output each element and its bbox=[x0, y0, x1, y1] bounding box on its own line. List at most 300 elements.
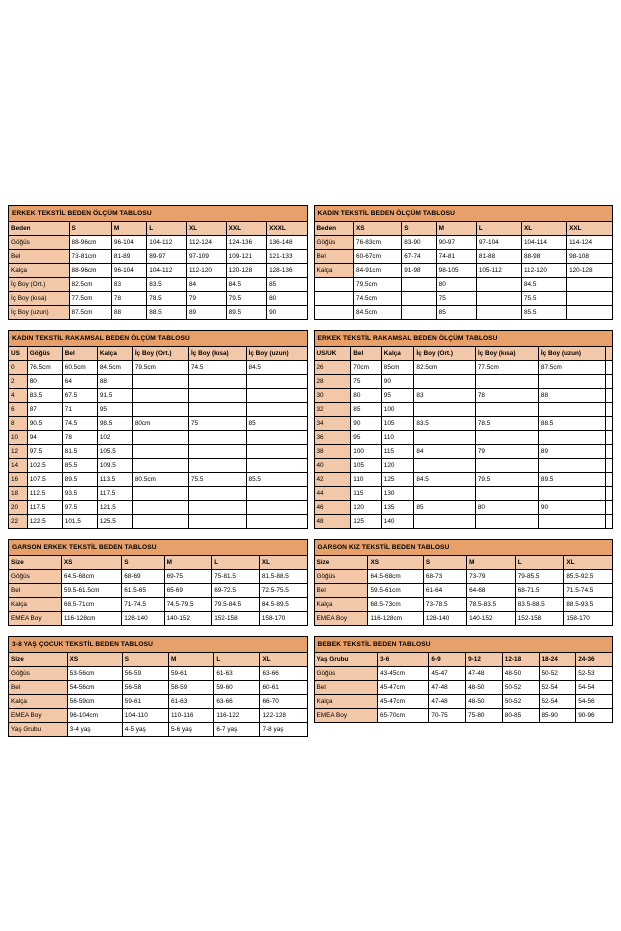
cell: 83.5 bbox=[147, 278, 187, 292]
cell: 78.5-83.5 bbox=[467, 598, 516, 612]
row-label: Bel bbox=[314, 681, 378, 695]
table-title-row bbox=[314, 331, 613, 347]
cell: 68-69 bbox=[122, 570, 164, 584]
cell bbox=[605, 361, 612, 375]
table-row bbox=[9, 598, 308, 612]
cell: 112-124 bbox=[186, 236, 226, 250]
cell: 84.5 bbox=[414, 473, 475, 487]
cell: 81-88 bbox=[476, 250, 521, 264]
tables-stack bbox=[8, 205, 613, 747]
col-header bbox=[605, 347, 612, 361]
cell: 104-112 bbox=[147, 264, 187, 278]
row-label: EMEA Boy bbox=[9, 612, 62, 626]
col-header: Yaş Grubu bbox=[314, 653, 378, 667]
cell: 74.5cm bbox=[354, 292, 402, 306]
cell: 84.5 bbox=[521, 278, 566, 292]
cell: 89.5 bbox=[538, 473, 605, 487]
cell: 48-50 bbox=[466, 681, 503, 695]
row-label: EMEA Boy bbox=[314, 709, 378, 723]
cell: 68-71.5 bbox=[515, 584, 564, 598]
table-title-row bbox=[9, 540, 308, 556]
table-header-row bbox=[9, 653, 308, 667]
cell: 93.5 bbox=[62, 487, 97, 501]
row-label: Bel bbox=[9, 584, 62, 598]
cell bbox=[132, 375, 188, 389]
cell: 45-47cm bbox=[378, 695, 429, 709]
row-label: 42 bbox=[314, 473, 351, 487]
col-header: M bbox=[168, 653, 213, 667]
cell bbox=[538, 431, 605, 445]
cell: 3-4 yaş bbox=[67, 723, 122, 737]
cell: 88 bbox=[111, 306, 146, 320]
cell: 54-54 bbox=[576, 681, 613, 695]
cell: 83.5-88.5 bbox=[515, 598, 564, 612]
cell bbox=[538, 515, 605, 529]
row-label: Kalça bbox=[314, 264, 354, 278]
cell: 84.5cm bbox=[354, 306, 402, 320]
cell bbox=[414, 487, 475, 501]
col-header: XL bbox=[521, 222, 566, 236]
cell bbox=[475, 515, 538, 529]
col-header: XL bbox=[564, 556, 613, 570]
row-label: İç Boy (Ort.) bbox=[9, 278, 70, 292]
cell: 5-6 yaş bbox=[168, 723, 213, 737]
cell: 107.5 bbox=[27, 473, 62, 487]
cell: 116-128cm bbox=[61, 612, 121, 626]
cell bbox=[188, 515, 246, 529]
cell bbox=[605, 389, 612, 403]
cell: 69-75 bbox=[164, 570, 212, 584]
col-header: Beden bbox=[9, 222, 70, 236]
cell: 67-74 bbox=[402, 250, 436, 264]
cell: 80 bbox=[267, 292, 307, 306]
cell: 85.5 bbox=[521, 306, 566, 320]
row-label: Bel bbox=[314, 584, 368, 598]
cell bbox=[567, 292, 613, 306]
cell: 70-75 bbox=[429, 709, 466, 723]
cell: 90.5 bbox=[27, 417, 62, 431]
cell: 48-50 bbox=[502, 667, 539, 681]
cell: 75-80 bbox=[466, 709, 503, 723]
cell bbox=[414, 431, 475, 445]
table-row bbox=[9, 431, 308, 445]
cell: 152-158 bbox=[515, 612, 564, 626]
cell bbox=[538, 487, 605, 501]
cell: 47-48 bbox=[429, 681, 466, 695]
cell bbox=[188, 445, 246, 459]
cell: 78.5 bbox=[475, 417, 538, 431]
col-header: XL bbox=[259, 556, 307, 570]
col-header: İç Boy (Ort.) bbox=[132, 347, 188, 361]
cell bbox=[132, 431, 188, 445]
cell: 96-104 bbox=[111, 236, 146, 250]
cell: 88 bbox=[97, 375, 132, 389]
cell: 88-98 bbox=[521, 250, 566, 264]
col-header: 6-9 bbox=[429, 653, 466, 667]
cell: 75 bbox=[351, 375, 382, 389]
cell: 85.5 bbox=[62, 459, 97, 473]
cell: 64 bbox=[62, 375, 97, 389]
cell: 78 bbox=[62, 431, 97, 445]
cell bbox=[132, 487, 188, 501]
cell: 72.5-75.5 bbox=[259, 584, 307, 598]
col-header: L bbox=[476, 222, 521, 236]
cell: 75.5 bbox=[188, 473, 246, 487]
cell: 80-85 bbox=[502, 709, 539, 723]
cell: 88.5-93.5 bbox=[564, 598, 613, 612]
cell: 120-128 bbox=[567, 264, 613, 278]
table-row bbox=[9, 250, 308, 264]
table-kadin-tekstil bbox=[314, 205, 614, 320]
cell bbox=[605, 417, 612, 431]
table-row bbox=[314, 515, 613, 529]
cell: 89-97 bbox=[147, 250, 187, 264]
cell: 85.5 bbox=[246, 473, 307, 487]
cell: 54-56 bbox=[576, 695, 613, 709]
cell: 48-50 bbox=[466, 695, 503, 709]
cell bbox=[476, 292, 521, 306]
cell: 85 bbox=[436, 306, 476, 320]
table-row-4 bbox=[8, 636, 613, 737]
cell bbox=[188, 459, 246, 473]
cell: 109-121 bbox=[226, 250, 266, 264]
cell: 128-140 bbox=[122, 612, 164, 626]
cell: 120 bbox=[351, 501, 382, 515]
cell: 45-47cm bbox=[378, 681, 429, 695]
col-header: US/UK bbox=[314, 347, 351, 361]
col-header: XS bbox=[67, 653, 122, 667]
table-block-erkek-rakamsal bbox=[314, 330, 614, 529]
cell: 115 bbox=[381, 445, 414, 459]
row-label: Kalça bbox=[9, 598, 62, 612]
table-row bbox=[9, 709, 308, 723]
col-header: S bbox=[69, 222, 111, 236]
cell: 90 bbox=[351, 417, 382, 431]
cell: 79.5-84.5 bbox=[212, 598, 260, 612]
cell bbox=[246, 459, 307, 473]
cell: 81.5-88.5 bbox=[259, 570, 307, 584]
table-row bbox=[314, 612, 613, 626]
row-label: 18 bbox=[9, 487, 28, 501]
cell: 117.5 bbox=[97, 487, 132, 501]
table-row bbox=[9, 236, 308, 250]
table-row bbox=[314, 584, 613, 598]
cell bbox=[567, 278, 613, 292]
cell bbox=[538, 403, 605, 417]
row-label: 30 bbox=[314, 389, 351, 403]
cell: 67.5 bbox=[62, 389, 97, 403]
cell bbox=[476, 306, 521, 320]
col-header: İç Boy (uzun) bbox=[246, 347, 307, 361]
cell: 98-105 bbox=[436, 264, 476, 278]
cell bbox=[475, 459, 538, 473]
table-row bbox=[314, 292, 613, 306]
col-header: XXXL bbox=[267, 222, 307, 236]
cell: 100 bbox=[381, 403, 414, 417]
cell: 47-48 bbox=[429, 695, 466, 709]
cell bbox=[188, 487, 246, 501]
table-title: KADIN TEKSTİL RAKAMSAL BEDEN ÖLÇÜM TABLOSU bbox=[9, 331, 308, 347]
cell: 85 bbox=[267, 278, 307, 292]
cell bbox=[414, 403, 475, 417]
col-header: İç Boy (kısa) bbox=[475, 347, 538, 361]
table-row bbox=[314, 459, 613, 473]
cell: 114-124 bbox=[567, 236, 613, 250]
cell: 112-120 bbox=[521, 264, 566, 278]
table-header-row bbox=[314, 347, 613, 361]
table-block-erkek-tekstil bbox=[8, 205, 308, 320]
col-header: M bbox=[467, 556, 516, 570]
row-label: 28 bbox=[314, 375, 351, 389]
row-label: Göğüs bbox=[314, 570, 368, 584]
cell: 158-170 bbox=[259, 612, 307, 626]
table-title: ERKEK TEKSTİL BEDEN ÖLÇÜM TABLOSU bbox=[9, 206, 308, 222]
table-row bbox=[314, 667, 613, 681]
table-row bbox=[314, 306, 613, 320]
cell: 63-66 bbox=[214, 695, 260, 709]
cell: 83 bbox=[111, 278, 146, 292]
col-header: XXL bbox=[226, 222, 266, 236]
col-header: Size bbox=[9, 556, 62, 570]
table-row bbox=[314, 431, 613, 445]
col-header: XS bbox=[61, 556, 121, 570]
table-row bbox=[9, 389, 308, 403]
table-row bbox=[9, 695, 308, 709]
cell: 84-91cm bbox=[354, 264, 402, 278]
table-block-garson-erkek bbox=[8, 539, 308, 626]
cell: 61-63 bbox=[168, 695, 213, 709]
table-erkek-rakamsal bbox=[314, 330, 614, 529]
table-title-row bbox=[9, 206, 308, 222]
cell: 117.5 bbox=[27, 501, 62, 515]
cell: 128-140 bbox=[423, 612, 466, 626]
cell: 78.5 bbox=[147, 292, 187, 306]
table-garson-erkek bbox=[8, 539, 308, 626]
cell: 6-7 yaş bbox=[214, 723, 260, 737]
table-row bbox=[9, 361, 308, 375]
cell: 85 bbox=[351, 403, 382, 417]
cell: 82.5cm bbox=[414, 361, 475, 375]
cell bbox=[605, 431, 612, 445]
col-header: Size bbox=[314, 556, 368, 570]
table-row bbox=[314, 361, 613, 375]
table-row bbox=[9, 681, 308, 695]
cell: 53-56cm bbox=[67, 667, 122, 681]
row-label: Kalça bbox=[9, 264, 70, 278]
row-label: Kalça bbox=[9, 695, 68, 709]
cell: 65-69 bbox=[164, 584, 212, 598]
table-row-3 bbox=[8, 539, 613, 626]
cell: 75 bbox=[436, 292, 476, 306]
cell: 140-152 bbox=[164, 612, 212, 626]
cell bbox=[188, 389, 246, 403]
cell: 79 bbox=[475, 445, 538, 459]
table-row bbox=[314, 598, 613, 612]
table-row-2 bbox=[8, 330, 613, 529]
cell: 89 bbox=[538, 445, 605, 459]
cell: 135 bbox=[381, 501, 414, 515]
cell bbox=[567, 306, 613, 320]
row-label: 48 bbox=[314, 515, 351, 529]
cell: 83.5 bbox=[27, 389, 62, 403]
cell bbox=[605, 515, 612, 529]
row-label: 46 bbox=[314, 501, 351, 515]
cell: 88-96cm bbox=[69, 236, 111, 250]
cell: 80cm bbox=[132, 417, 188, 431]
cell bbox=[132, 389, 188, 403]
cell: 52-53 bbox=[576, 667, 613, 681]
cell: 80 bbox=[351, 389, 382, 403]
cell bbox=[132, 501, 188, 515]
cell bbox=[246, 501, 307, 515]
row-label: Kalça bbox=[314, 598, 368, 612]
table-row bbox=[9, 501, 308, 515]
cell: 64-68 bbox=[467, 584, 516, 598]
cell bbox=[414, 459, 475, 473]
table-row bbox=[9, 612, 308, 626]
row-label: Bel bbox=[9, 250, 70, 264]
cell: 95 bbox=[381, 389, 414, 403]
col-header: Kalça bbox=[97, 347, 132, 361]
cell: 120 bbox=[381, 459, 414, 473]
cell: 75-81.5 bbox=[212, 570, 260, 584]
cell: 95 bbox=[351, 431, 382, 445]
table-title: GARSON ERKEK TEKSTİL BEDEN TABLOSU bbox=[9, 540, 308, 556]
col-header: Beden bbox=[314, 222, 354, 236]
cell: 79-85.5 bbox=[515, 570, 564, 584]
table-row bbox=[314, 487, 613, 501]
table-header-row bbox=[9, 347, 308, 361]
cell: 80 bbox=[475, 501, 538, 515]
table-title-row bbox=[314, 540, 613, 556]
row-label: 16 bbox=[9, 473, 28, 487]
cell: 125.5 bbox=[97, 515, 132, 529]
table-row bbox=[314, 250, 613, 264]
cell: 115 bbox=[351, 487, 382, 501]
cell bbox=[475, 487, 538, 501]
cell: 78 bbox=[475, 389, 538, 403]
cell: 105-112 bbox=[476, 264, 521, 278]
row-label: İç Boy (kısa) bbox=[9, 292, 70, 306]
cell: 105 bbox=[381, 417, 414, 431]
row-label: 0 bbox=[9, 361, 28, 375]
cell bbox=[475, 375, 538, 389]
cell: 65-70cm bbox=[378, 709, 429, 723]
table-block-kadin-tekstil bbox=[314, 205, 614, 320]
cell: 73-81cm bbox=[69, 250, 111, 264]
cell bbox=[414, 375, 475, 389]
col-header: Bel bbox=[351, 347, 382, 361]
cell: 74-81 bbox=[436, 250, 476, 264]
table-row bbox=[9, 570, 308, 584]
cell bbox=[188, 501, 246, 515]
cell: 58-59 bbox=[168, 681, 213, 695]
cell: 59-60 bbox=[214, 681, 260, 695]
cell: 90 bbox=[267, 306, 307, 320]
table-title: GARSON KIZ TEKSTİL BEDEN TABLOSU bbox=[314, 540, 613, 556]
cell: 83-90 bbox=[402, 236, 436, 250]
cell bbox=[246, 375, 307, 389]
cell: 112-120 bbox=[186, 264, 226, 278]
cell: 84 bbox=[414, 445, 475, 459]
cell bbox=[475, 403, 538, 417]
table-row bbox=[9, 459, 308, 473]
col-header: İç Boy (Ort.) bbox=[414, 347, 475, 361]
cell: 73-79 bbox=[467, 570, 516, 584]
cell: 79.5cm bbox=[132, 361, 188, 375]
cell: 89.5 bbox=[226, 306, 266, 320]
cell bbox=[402, 278, 436, 292]
cell: 91.5 bbox=[97, 389, 132, 403]
table-row bbox=[9, 584, 308, 598]
col-header: İç Boy (uzun) bbox=[538, 347, 605, 361]
table-row bbox=[9, 667, 308, 681]
cell: 116-122 bbox=[214, 709, 260, 723]
row-label: 44 bbox=[314, 487, 351, 501]
table-row bbox=[314, 264, 613, 278]
cell: 88.5 bbox=[147, 306, 187, 320]
col-header: Kalça bbox=[381, 347, 414, 361]
cell: 104-110 bbox=[122, 709, 168, 723]
col-header: 3-6 bbox=[378, 653, 429, 667]
cell: 60.5cm bbox=[62, 361, 97, 375]
table-header-row bbox=[314, 556, 613, 570]
table-block-kadin-rakamsal bbox=[8, 330, 308, 529]
row-label: EMEA Boy bbox=[314, 612, 368, 626]
cell: 75 bbox=[188, 417, 246, 431]
cell: 68-73 bbox=[423, 570, 466, 584]
cell: 69-72.5 bbox=[212, 584, 260, 598]
cell: 47-48 bbox=[466, 667, 503, 681]
cell: 50-52 bbox=[502, 695, 539, 709]
cell: 80 bbox=[27, 375, 62, 389]
cell: 96-104 bbox=[111, 264, 146, 278]
row-label: 6 bbox=[9, 403, 28, 417]
cell: 7-8 yaş bbox=[260, 723, 307, 737]
cell bbox=[605, 487, 612, 501]
table-kadin-rakamsal bbox=[8, 330, 308, 529]
table-row bbox=[9, 403, 308, 417]
col-header: XXL bbox=[567, 222, 613, 236]
cell: 100 bbox=[351, 445, 382, 459]
cell: 158-170 bbox=[564, 612, 613, 626]
cell bbox=[605, 473, 612, 487]
row-label: 10 bbox=[9, 431, 28, 445]
col-header: L bbox=[147, 222, 187, 236]
cell: 91-98 bbox=[402, 264, 436, 278]
cell: 74.5 bbox=[188, 361, 246, 375]
row-label: 36 bbox=[314, 431, 351, 445]
cell: 136-148 bbox=[267, 236, 307, 250]
table-erkek-tekstil bbox=[8, 205, 308, 320]
table-bebek bbox=[314, 636, 614, 723]
col-header: Bel bbox=[62, 347, 97, 361]
table-row bbox=[9, 292, 308, 306]
cell: 110 bbox=[351, 473, 382, 487]
table-row bbox=[9, 264, 308, 278]
cell: 110-116 bbox=[168, 709, 213, 723]
cell: 75.5 bbox=[521, 292, 566, 306]
cell: 87.5cm bbox=[538, 361, 605, 375]
table-row bbox=[314, 375, 613, 389]
col-header: L bbox=[212, 556, 260, 570]
table-row bbox=[314, 403, 613, 417]
cell bbox=[605, 459, 612, 473]
table-row bbox=[314, 695, 613, 709]
cell: 59.5-61.5cm bbox=[61, 584, 121, 598]
table-row bbox=[9, 445, 308, 459]
cell: 88.5 bbox=[538, 417, 605, 431]
